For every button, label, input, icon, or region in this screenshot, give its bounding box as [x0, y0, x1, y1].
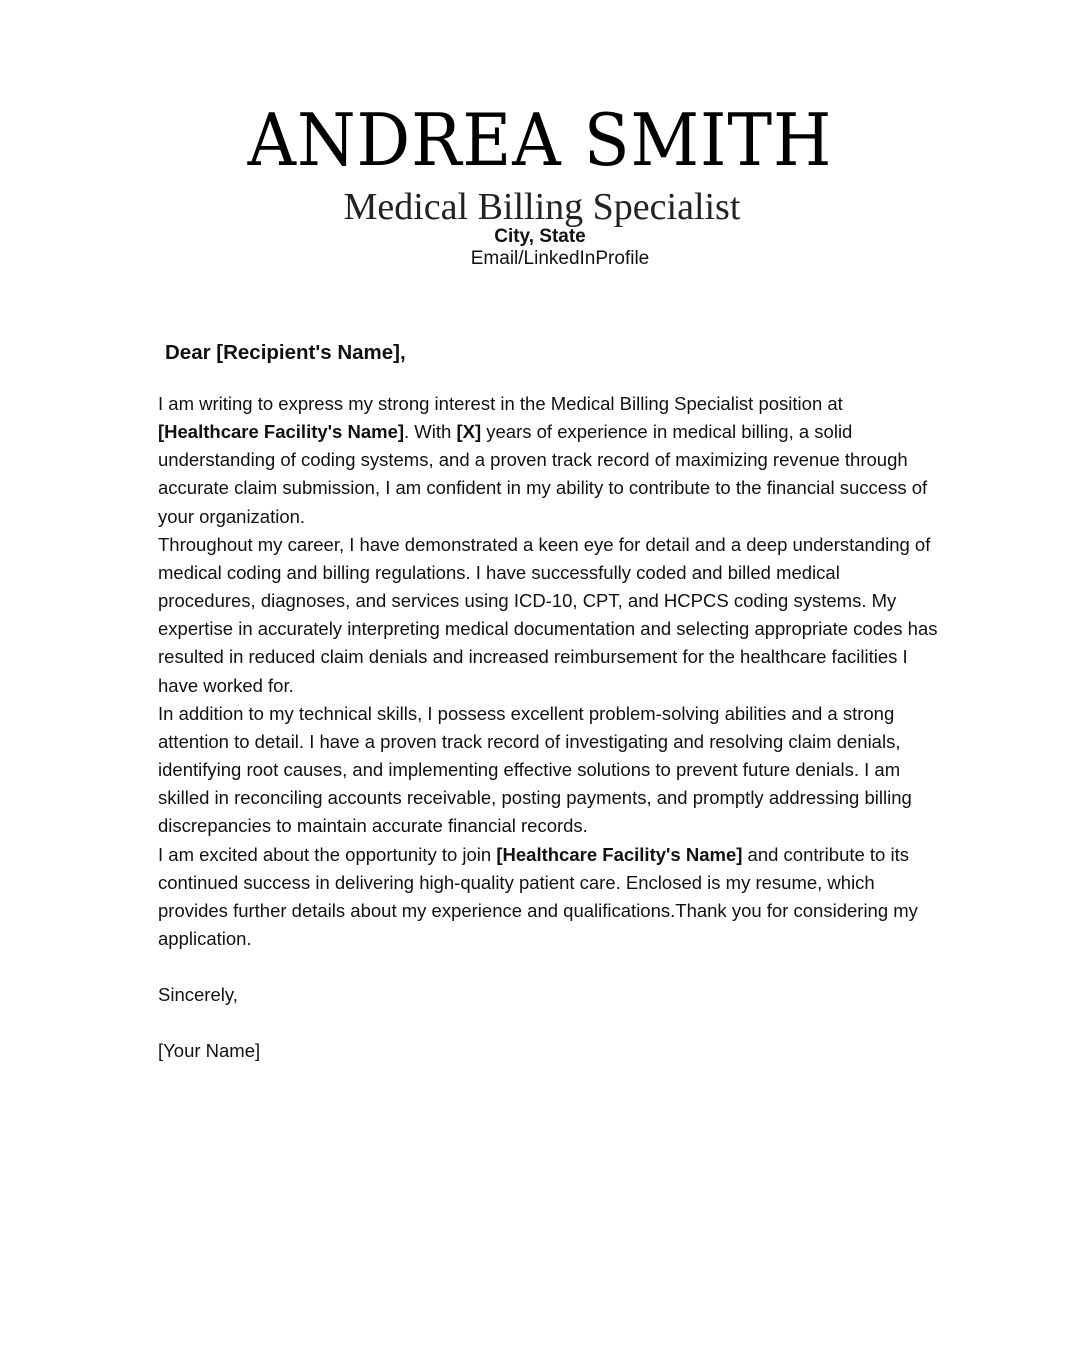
applicant-name: ANDREA SMITH	[247, 98, 833, 182]
paragraph-closing	[158, 841, 938, 954]
paragraph-text: years of experience in medical billing, a solid understanding of coding systems, and a proven track record of maximizing revenue through accurate claim submission, I am confident in my ability to contribute to the financial success of your organization.	[158, 421, 928, 527]
facility-placeholder: [Healthcare Facility's Name]	[158, 421, 405, 443]
contact-info: Email/LinkedInProfile	[470, 248, 650, 269]
paragraph-intro	[158, 390, 938, 531]
signature-name: [Your Name]	[158, 1040, 261, 1061]
letter-body	[158, 390, 938, 953]
paragraph-text: I am writing to express my strong interest in the Medical Billing Specialist position at	[158, 393, 843, 414]
closing-line: Sincerely,	[158, 984, 238, 1005]
letter-header	[0, 92, 1080, 270]
job-title: Medical Billing Specialist	[343, 186, 741, 228]
location: City, State	[494, 226, 586, 247]
paragraph-text: I am excited about the opportunity to join	[158, 843, 497, 865]
paragraph-experience: Throughout my career, I have demonstrated a keen eye for detail and a deep understanding of medical coding and billing regulations. I have successfully coded and billed medical procedures, diagnoses, and services using ICD-10, CPT, and HCPCS coding systems. My expertise in accurately interpreting medical documentation and selecting appropriate codes has resulted in reduced claim denials and increased reimbursement for the healthcare facilities I have worked for.	[158, 533, 938, 696]
paragraph-text: and contribute to its continued success in delivering high-quality patient care. Enclosed is my resume, which provides further details about my experience and qualifications.Thank you for considering my application.	[158, 843, 918, 949]
paragraph-text: . With	[404, 421, 457, 443]
years-placeholder: [X]	[456, 421, 482, 443]
paragraph-skills: In addition to my technical skills, I possess excellent problem-solving abilities and a strong attention to detail. I have a proven track record of investigating and resolving claim denials, identifying root causes, and implementing effective solutions to prevent future denials. I am skilled in reconciling accounts receivable, posting payments, and promptly addressing billing discrepancies to maintain accurate financial records.	[158, 702, 912, 837]
salutation: Dear [Recipient's Name],	[165, 341, 406, 364]
facility-placeholder: [Healthcare Facility's Name]	[496, 843, 743, 865]
